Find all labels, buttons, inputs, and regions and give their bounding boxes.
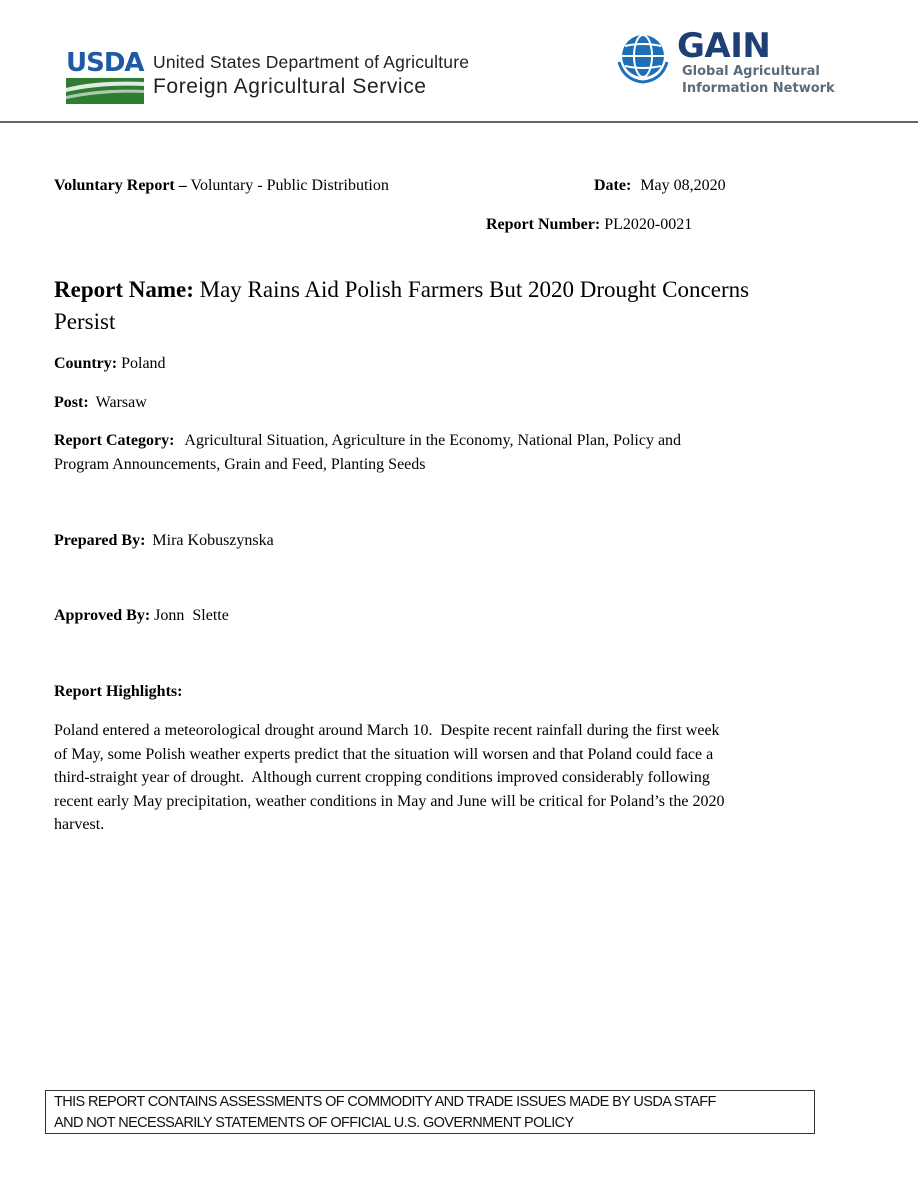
report-number [486, 213, 692, 237]
highlights-line: harvest. [54, 816, 105, 834]
agency-name-line1: United States Department of Agriculture [153, 52, 470, 72]
report-number-value: PL2020-0021 [604, 216, 693, 233]
agency-name-line2: Foreign Agricultural Service [153, 75, 427, 98]
header-divider [0, 121, 918, 123]
highlights-line: of May, some Polish weather experts predict that the situation will worsen and that Poland could face a [54, 745, 714, 763]
globe-icon [616, 32, 670, 84]
gain-subtitle-line2: Information Network [682, 81, 835, 96]
category-label: Report Category: [54, 432, 175, 449]
post-value: Warsaw [95, 394, 147, 411]
highlights-heading: Report Highlights: [54, 683, 183, 700]
country-value: Poland [121, 355, 166, 372]
usda-logo [66, 48, 144, 106]
approved-by-label: Approved By: [54, 607, 151, 624]
prepared-by [54, 529, 274, 553]
report-name-value: May Rains Aid Polish Farmers But 2020 Drought Concerns Persist [54, 277, 750, 334]
disclaimer-line1: THIS REPORT CONTAINS ASSESSMENTS OF COMMODITY AND TRADE ISSUES MADE BY USDA STAFF [54, 1094, 716, 1110]
highlights-line: recent early May precipitation, weather conditions in May and June will be critical for Poland’s the 2020 [54, 792, 725, 810]
usda-field-graphic [66, 78, 144, 104]
country-label: Country: [54, 355, 118, 372]
date-label: Date: [594, 177, 632, 194]
highlights-line: third-straight year of drought. Although current cropping conditions improved considerably following [54, 769, 710, 787]
report-name [54, 274, 814, 338]
highlights-body [54, 719, 824, 837]
usda-logo-text: USDA [66, 48, 144, 78]
report-type [54, 174, 389, 198]
gain-subtitle-line1: Global Agricultural [682, 64, 820, 79]
country-field [54, 352, 166, 376]
approved-by-value: Jonn Slette [154, 607, 229, 624]
prepared-by-label: Prepared By: [54, 532, 146, 549]
report-type-value: Voluntary - Public Distribution [190, 177, 389, 194]
category-field [54, 429, 681, 453]
disclaimer-box [45, 1090, 815, 1134]
category-value-line1: Agricultural Situation, Agriculture in the Economy, National Plan, Policy and [184, 432, 682, 449]
report-name-label: Report Name: [54, 277, 194, 302]
disclaimer-line2: AND NOT NECESSARILY STATEMENTS OF OFFICIAL U.S. GOVERNMENT POLICY [54, 1115, 574, 1131]
highlights-line: Poland entered a meteorological drought around March 10. Despite recent rainfall during the first week [54, 722, 720, 739]
report-date [594, 174, 726, 198]
date-value: May 08,2020 [640, 177, 726, 194]
prepared-by-value: Mira Kobuszynska [152, 532, 274, 549]
category-value-line2: Program Announcements, Grain and Feed, Planting Seeds [54, 456, 426, 473]
gain-title: GAIN [677, 26, 771, 66]
report-type-label: Voluntary Report – [54, 177, 187, 194]
post-field [54, 391, 147, 415]
post-label: Post: [54, 394, 89, 411]
approved-by [54, 604, 229, 628]
report-number-label: Report Number: [486, 216, 601, 233]
